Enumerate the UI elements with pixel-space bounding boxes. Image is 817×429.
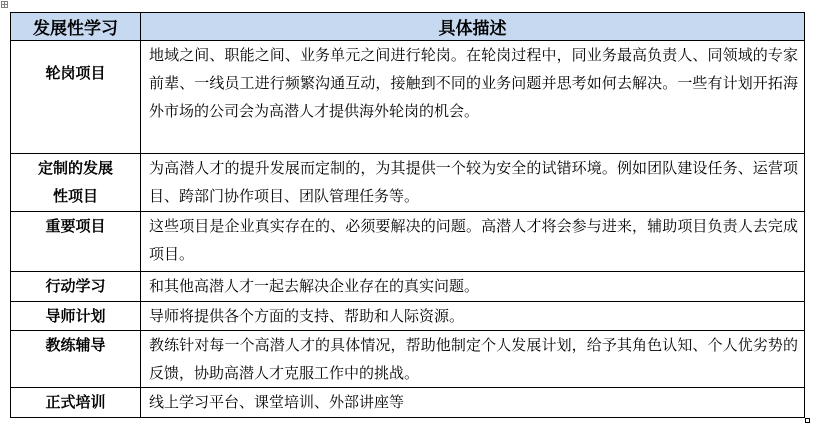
row-description: 为高潜人才的提升发展而定制的，为其提供一个较为安全的试错环境。例如团队建设任务、运营项目、跨部门协作项目、团队管理任务等。 [141,154,805,212]
header-learning-type: 发展性学习 [11,13,141,41]
row-description: 这些项目是企业真实存在的、必须要解决的问题。高潜人才将会参与进来，辅助项目负责人去完成项目。 [141,212,805,272]
table-row [11,272,805,302]
row-label: 轮岗项目 [11,41,141,154]
table-header-row [11,13,805,41]
table-row [11,302,805,331]
row-label: 重要项目 [11,212,141,272]
table-row [11,331,805,388]
table-row [11,154,805,212]
row-label: 教练辅导 [11,331,141,388]
row-label: 行动学习 [11,272,141,302]
row-label: 正式培训 [11,388,141,418]
header-description: 具体描述 [141,13,805,41]
row-label: 定制的发展性项目 [11,154,141,212]
table-move-handle-icon[interactable] [1,1,8,8]
row-description: 导师将提供各个方面的支持、帮助和人际资源。 [141,302,805,331]
development-learning-table [10,12,805,418]
row-description: 地域之间、职能之间、业务单元之间进行轮岗。在轮岗过程中，同业务最高负责人、同领域的专家前辈、一线员工进行频繁沟通互动，接触到不同的业务问题并思考如何去解决。一些有计划开拓海外市场的公司会为高潜人才提供海外轮岗的机会。 [141,41,805,154]
table-row [11,388,805,418]
table-resize-handle-icon[interactable] [805,418,810,423]
table-row [11,41,805,154]
row-description: 线上学习平台、课堂培训、外部讲座等 [141,388,805,418]
row-description: 和其他高潜人才一起去解决企业存在的真实问题。 [141,272,805,302]
table-row [11,212,805,272]
row-description: 教练针对每一个高潜人才的具体情况，帮助他制定个人发展计划，给予其角色认知、个人优劣势的反馈，协助高潜人才克服工作中的挑战。 [141,331,805,388]
row-label: 导师计划 [11,302,141,331]
